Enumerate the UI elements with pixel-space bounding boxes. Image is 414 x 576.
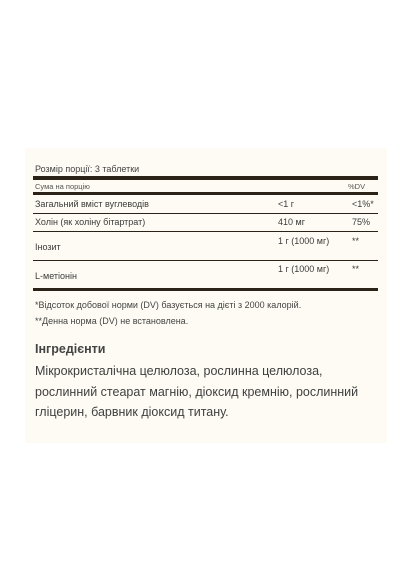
table-row	[33, 214, 378, 232]
ingredients-text: Мікрокристалічна целюлоза, рослинна целюлоза, рослинний стеарат магнію, діоксид кремнію, рослинний гліцерин, барвник діоксид титану.	[35, 364, 359, 419]
footnote-dv-not-established: **Денна норма (DV) не встановлена.	[35, 316, 189, 326]
facts-table	[33, 195, 378, 291]
table-row	[33, 261, 378, 291]
thick-divider	[33, 176, 378, 180]
nutrient-dv: <1%*	[352, 199, 374, 209]
nutrient-name: Інозит	[35, 242, 61, 252]
supplement-facts-panel	[25, 148, 387, 443]
nutrient-name: Холін (як холіну бітартрат)	[35, 217, 146, 227]
footnote-dv-basis: *Відсоток добової норми (DV) базується на дієті з 2000 калорій.	[35, 300, 302, 310]
table-row	[33, 195, 378, 214]
nutrient-amount: 1 г (1000 мг)	[278, 264, 330, 274]
ingredients-title: Інгредієнти	[35, 342, 106, 356]
serving-size: Розмір порції: 3 таблетки	[35, 164, 140, 174]
dv-header: %DV	[348, 182, 366, 191]
facts-header-row	[35, 182, 378, 191]
nutrient-name: Загальний вміст вуглеводів	[35, 199, 149, 209]
nutrient-dv: **	[352, 264, 360, 274]
nutrient-amount: 410 мг	[278, 217, 305, 227]
nutrient-name: L-метіонін	[35, 271, 77, 281]
nutrient-dv: 75%	[352, 217, 371, 227]
nutrient-dv: **	[352, 236, 360, 246]
amount-per-serving-header: Сума на порцію	[35, 182, 90, 191]
table-row	[33, 232, 378, 261]
nutrient-amount: 1 г (1000 мг)	[278, 236, 330, 246]
nutrient-amount: <1 г	[278, 199, 295, 209]
